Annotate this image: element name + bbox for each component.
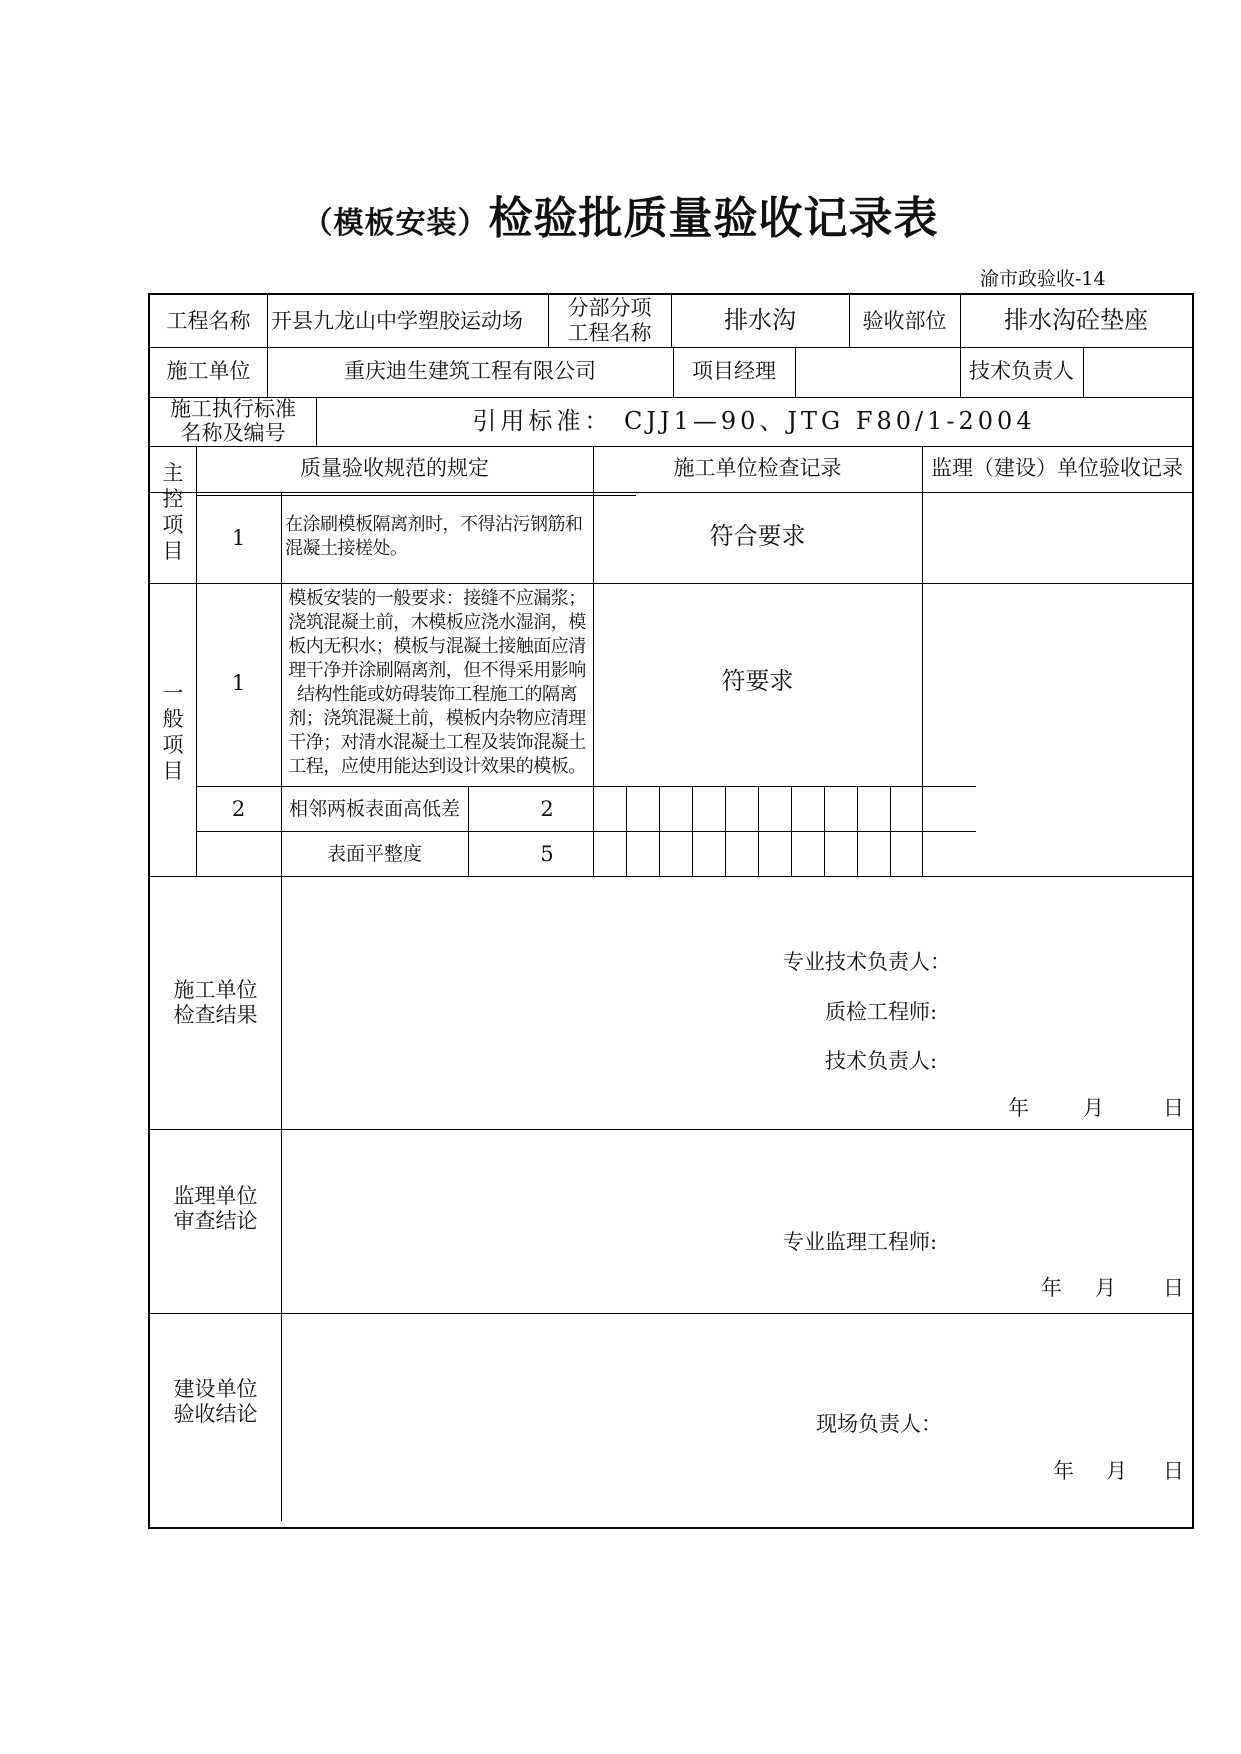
sub-project-value: 排水沟: [724, 306, 796, 334]
project-name-value: 开县九龙山中学塑胶运动场: [271, 309, 523, 333]
supervisor-engineer-sign: 专业监理工程师:: [783, 1230, 938, 1254]
main-item-spec: 在涂刷模板隔离剂时，不得沾污钢筋和混凝土接槎处。: [285, 514, 583, 559]
spec-column-header: 质量验收规范的规定: [300, 456, 489, 480]
supervisor-conclusion-label-line-2: 审查结论: [173, 1209, 258, 1233]
supervisor-date-day: 日: [1163, 1276, 1184, 1300]
site-lead-sign: 现场负责人：: [816, 1412, 942, 1436]
title-main: 检验批质量验收记录表: [488, 193, 939, 244]
sub-project-label-line-2: 工程名称: [567, 321, 652, 345]
general-item-2-no: 2: [231, 797, 246, 821]
inspection-form-table: [148, 293, 1194, 1529]
standard-value: 引用标准： CJJ1—90、JTG F80/1-2004: [472, 407, 1036, 435]
general-items-label: 一般项目: [162, 681, 184, 783]
general-item-2-value: 2: [540, 797, 554, 821]
project-name-label: 工程名称: [166, 309, 251, 333]
main-item-no: 1: [231, 526, 246, 550]
standard-label-line-1: 施工执行标准: [170, 397, 296, 421]
general-item-1-spec: 模板安装的一般要求：接缝不应漏浆；浇筑混凝土前，木模板应浇水湿润，模板内无积水；模板与混凝土接触面应清理干净并涂刷隔离剂，但不得采用影响结构性能或妨碍装饰工程施工的隔离剂；浇筑混凝土前，模板内杂物应清理干净；对清水混凝土工程及装饰混凝土工程，应使用能达到设计效果的模板。: [288, 588, 586, 777]
owner-date-day: 日: [1163, 1459, 1184, 1483]
inspection-part-value: 排水沟砼垫座: [1004, 306, 1148, 334]
contractor-result-label-line-2: 检查结果: [173, 1003, 258, 1027]
main-items-label: 主控项目: [162, 461, 184, 563]
supervisor-check-column-header: 监理（建设）单位验收记录: [931, 456, 1183, 480]
main-item-result: 符合要求: [709, 522, 806, 550]
qc-engineer-sign: 质检工程师:: [825, 1000, 938, 1024]
owner-date-month: 月: [1106, 1459, 1127, 1483]
general-item-3-value: 5: [540, 842, 554, 866]
form-code: 渝市政验收-14: [980, 268, 1106, 290]
owner-conclusion-label-line-1: 建设单位: [173, 1377, 258, 1401]
owner-date-year: 年: [1053, 1459, 1074, 1483]
contractor-date-month: 月: [1083, 1096, 1104, 1120]
general-item-1-result: 符要求: [721, 667, 794, 695]
page-title: [0, 182, 1241, 246]
contractor-date-day: 日: [1163, 1096, 1184, 1120]
contractor-date-year: 年: [1008, 1096, 1029, 1120]
sub-project-label-line-1: 分部分项: [567, 296, 652, 320]
contractor-result-label-line-1: 施工单位: [173, 978, 258, 1002]
project-manager-label: 项目经理: [692, 359, 776, 383]
title-prefix: （模板安装）: [302, 206, 489, 241]
tech-lead-label: 技术负责人: [969, 359, 1074, 383]
pro-tech-lead-sign: 专业技术负责人：: [783, 950, 951, 974]
general-item-3-name: 表面平整度: [326, 843, 422, 865]
general-item-2-name: 相邻两板表面高低差: [288, 798, 460, 820]
contractor-value: 重庆迪生建筑工程有限公司: [344, 359, 596, 383]
supervisor-conclusion-label-line-1: 监理单位: [173, 1184, 258, 1208]
tech-lead-sign: 技术负责人:: [825, 1049, 938, 1073]
standard-label-line-2: 名称及编号: [180, 421, 286, 445]
supervisor-date-year: 年: [1041, 1276, 1062, 1300]
contractor-label: 施工单位: [166, 359, 251, 383]
supervisor-date-month: 月: [1095, 1276, 1116, 1300]
inspection-part-label: 验收部位: [862, 309, 947, 333]
contractor-check-column-header: 施工单位检查记录: [673, 456, 842, 480]
owner-conclusion-label-line-2: 验收结论: [173, 1402, 258, 1426]
general-item-1-no: 1: [231, 671, 246, 695]
